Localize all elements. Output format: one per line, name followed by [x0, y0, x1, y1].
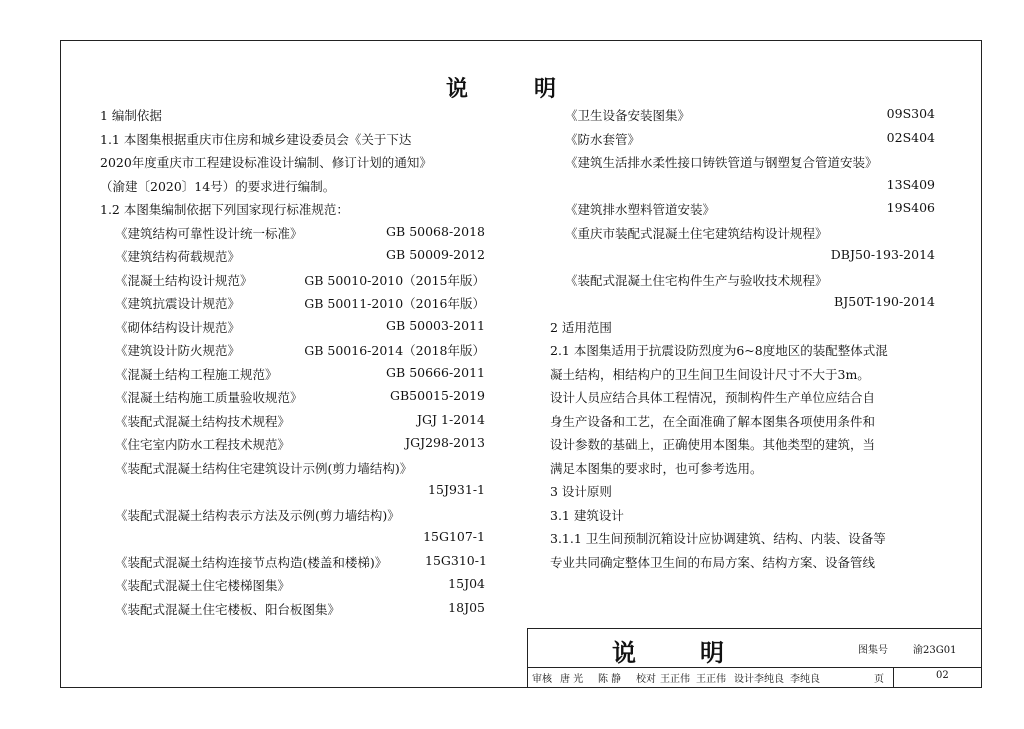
text-line: 满足本图集的要求时，也可参考选用。 [550, 460, 763, 476]
standard-code: GB 50010-2010（2015年版） [304, 272, 485, 288]
standard-name: 《防水套管》 [565, 131, 641, 147]
text-line: 3 设计原则 [550, 484, 612, 499]
standard-name: 《装配式混凝土结构住宅建筑设计示例(剪力墙结构)》 [115, 460, 413, 476]
standard-code: GB 50011-2010（2016年版） [304, 296, 485, 311]
signature-cell: 校对 [636, 674, 656, 685]
standard-code: GB 50666-2011 [386, 364, 485, 380]
standard-name: 《建筑结构可靠性设计统一标准》 [115, 225, 303, 241]
standard-name: 《砌体结构设计规范》 [115, 319, 241, 335]
text-line: 1 编制依据 [100, 108, 162, 123]
signature-cell: 王正伟 [696, 674, 726, 685]
standard-name: 《混凝土结构施工质量验收规范》 [115, 390, 303, 405]
text-line: 1.1 本图集根据重庆市住房和城乡建设委员会《关于下达 [100, 131, 412, 147]
text-line: 专业共同确定整体卫生间的布局方案、结构方案、设备管线 [550, 554, 876, 570]
signature-cell: 审核 [532, 674, 552, 685]
standard-code: GB 50003-2011 [386, 317, 485, 333]
signature-cell: 李纯良 [790, 674, 820, 685]
atlas-number-label: 图集号 [858, 645, 888, 656]
text-line: 2.1 本图集适用于抗震设防烈度为6~8度地区的装配整体式混 [550, 343, 888, 358]
signature-cell: 设计 [734, 674, 754, 685]
standard-name: 《住宅室内防水工程技术规范》 [115, 437, 291, 452]
standard-name: 《装配式混凝土结构表示方法及示例(剪力墙结构)》 [115, 507, 400, 523]
standard-code: BJ50T-190-2014 [834, 294, 935, 309]
standard-code: 15G310-1 [425, 552, 487, 568]
standard-code: 09S304 [886, 106, 935, 121]
standard-code: GB 50068-2018 [386, 223, 485, 239]
standard-name: 《建筑抗震设计规范》 [115, 296, 241, 311]
signature-cell: 陈 静 [598, 674, 622, 685]
text-line: 3.1 建筑设计 [550, 507, 624, 523]
standard-name: 《装配式混凝土住宅构件生产与验收技术规程》 [565, 272, 828, 288]
standard-name: 《装配式混凝土结构技术规程》 [115, 413, 291, 429]
standard-code: 18J05 [448, 599, 485, 615]
atlas-number: 渝23G01 [913, 645, 957, 656]
standard-code: GB 50016-2014（2018年版） [304, 343, 485, 358]
standard-name: 《装配式混凝土结构连接节点构造(楼盖和楼梯)》 [115, 554, 388, 570]
text-line: 凝土结构，相结构户的卫生间卫生间设计尺寸不大于3m。 [550, 366, 870, 382]
standard-name: 《建筑生活排水柔性接口铸铁管道与钢塑复合管道安装》 [565, 155, 878, 170]
standard-code: 02S404 [886, 129, 935, 145]
signature-cell: 李纯良 [754, 674, 784, 685]
standard-name: 《建筑排水塑料管道安装》 [565, 202, 716, 217]
text-line: （渝建〔2020〕14号）的要求进行编制。 [100, 178, 336, 194]
standard-code: DBJ50-193-2014 [830, 247, 935, 262]
text-line: 1.2 本图集编制依据下列国家现行标准规范： [100, 202, 349, 217]
standard-code: JGJ298-2013 [405, 435, 485, 450]
standard-code: 15G107-1 [423, 529, 485, 544]
standard-name: 《建筑设计防火规范》 [115, 343, 241, 358]
standard-code: 13S409 [886, 176, 935, 192]
standard-name: 《建筑结构荷载规范》 [115, 249, 241, 264]
text-line: 设计人员应结合具体工程情况，预制构件生产单位应结合自 [550, 390, 876, 405]
text-line: 身生产设备和工艺，在全面准确了解本图集各项使用条件和 [550, 413, 876, 429]
page-label: 页 [874, 674, 884, 685]
title-block-title: 说 明 [612, 638, 744, 667]
standard-name: 《卫生设备安装图集》 [565, 108, 691, 123]
standard-name: 《重庆市装配式混凝土住宅建筑结构设计规程》 [565, 225, 828, 241]
standard-name: 《混凝土结构设计规范》 [115, 272, 253, 288]
standard-name: 《装配式混凝土住宅楼梯图集》 [115, 578, 291, 593]
text-line: 2 适用范围 [550, 319, 612, 335]
standard-code: 19S406 [886, 200, 935, 215]
page-number: 02 [936, 670, 949, 681]
standard-name: 《混凝土结构工程施工规范》 [115, 366, 278, 382]
page-title: 说 明 [445, 76, 578, 102]
signature-cell: 王正伟 [660, 674, 690, 685]
standard-code: GB 50009-2012 [386, 247, 485, 262]
standard-name: 《装配式混凝土住宅楼板、阳台板图集》 [115, 601, 341, 617]
signature-cell: 唐 光 [560, 674, 584, 685]
standard-code: 15J931-1 [428, 482, 485, 497]
standard-code: GB50015-2019 [390, 388, 485, 403]
standard-code: JGJ 1-2014 [417, 411, 485, 427]
title-block [527, 628, 982, 688]
text-line: 2020年度重庆市工程建设标准设计编制、修订计划的通知》 [100, 155, 432, 170]
text-line: 设计参数的基础上，正确使用本图集。其他类型的建筑，当 [550, 437, 876, 452]
standard-code: 15J04 [448, 576, 485, 591]
text-line: 3.1.1 卫生间预制沉箱设计应协调建筑、结构、内装、设备等 [550, 531, 886, 546]
